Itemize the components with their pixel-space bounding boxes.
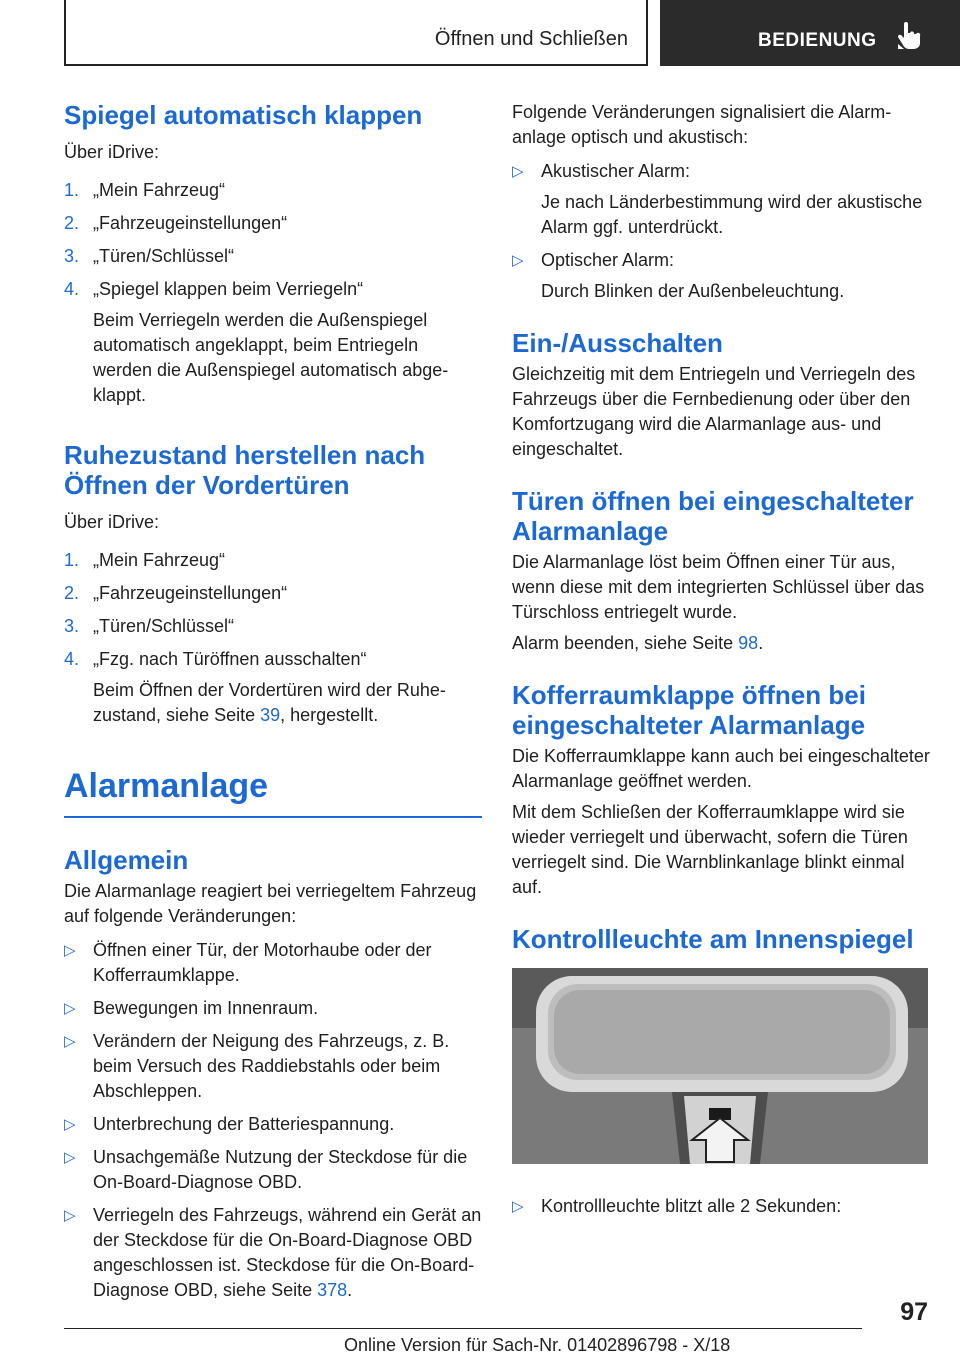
list-item: [64, 1145, 482, 1195]
rest-intro: Über iDrive:: [64, 512, 160, 532]
list-item: [64, 211, 482, 236]
heading-light: Kontrollleuchte am Innenspiegel: [512, 924, 914, 954]
header-rule: [64, 64, 648, 66]
list-item: [64, 244, 482, 269]
step-number: 4.: [64, 649, 80, 669]
heading-rest: Ruhezustand herstellen nach Öffnen der Vordertüren: [64, 440, 426, 500]
item-text: Verändern der Neigung des Fahrzeugs, z. B. beim Versuch des Raddiebstahls oder beim Abschleppen.: [93, 1031, 450, 1101]
step-number: 3.: [64, 616, 80, 636]
trunk-text-1: Die Kofferraumklappe kann auch bei eingeschalteter Alarmanlage geöffnet werden.: [512, 746, 930, 791]
step-number: 3.: [64, 246, 80, 266]
item-text-end: .: [347, 1280, 353, 1300]
note-text: Beim Öffnen der Vordertüren wird der Ruhezustand, siehe Seite: [93, 680, 446, 725]
right-column: [512, 100, 930, 1219]
doors-end-text: Alarm beenden, siehe Seite: [512, 633, 739, 653]
item-text: Öffnen einer Tür, der Motorhaube oder der Kofferraumklappe.: [93, 940, 432, 985]
triangle-bullet-icon: ▷: [64, 1149, 76, 1166]
header-frame: [64, 0, 648, 66]
list-item: [512, 159, 930, 240]
onoff-text: Gleichzeitig mit dem Entriegeln und Verriegeln des Fahrzeugs über die Fernbedienung oder über den Komfortzugang wird die Alarmanlage aus- und eingeschaltet.: [512, 364, 916, 459]
triangle-bullet-icon: ▷: [512, 252, 524, 269]
rest-note: [64, 678, 482, 728]
item-title: Akustischer Alarm:: [541, 161, 691, 181]
note-text: Beim Verriegeln werden die Außenspiegel automatisch angeklappt, beim Entriegeln werden die Außenspiegel automatisch abgeklappt.: [93, 310, 449, 405]
step-text: „Fahrzeugeinstellungen“: [93, 583, 288, 603]
item-text: Unsachgemäße Nutzung der Steckdose für die On-Board-Diagnose OBD.: [93, 1147, 468, 1192]
step-number: 4.: [64, 279, 80, 299]
list-item: [64, 178, 482, 203]
general-list: [64, 938, 482, 1303]
list-item: [64, 614, 482, 639]
heading-general: Allgemein: [64, 845, 189, 875]
step-number: 1.: [64, 180, 80, 200]
heading-rule: [64, 816, 482, 818]
rest-steps: [64, 548, 482, 728]
footer-rule: [64, 1328, 862, 1329]
heading-onoff: Ein-/Ausschalten: [512, 328, 723, 358]
triangle-bullet-icon: ▷: [64, 1207, 76, 1224]
general-intro: Die Alarmanlage reagiert bei verriegeltem Fahrzeug auf folgende Veränderungen:: [64, 881, 477, 926]
item-detail: Je nach Länderbestimmung wird der akustische Alarm ggf. unterdrückt.: [541, 192, 923, 237]
step-text: „Fzg. nach Türöffnen ausschalten“: [93, 649, 367, 669]
step-text: „Türen/Schlüssel“: [93, 616, 235, 636]
trunk-text-2: Mit dem Schließen der Kofferraumklappe wird sie wieder verriegelt und überwacht, sofern die Türen verriegelt sind. Die Warnblinkanlage blinkt einmal auf.: [512, 802, 908, 897]
doors-text: Die Alarmanlage löst beim Öffnen einer Tür aus, wenn diese mit dem integrierten Schlüssel über das Türschloss entriegelt wurde.: [512, 552, 925, 622]
list-item: [64, 277, 482, 302]
step-number: 2.: [64, 213, 80, 233]
list-item: [64, 581, 482, 606]
step-number: 1.: [64, 550, 80, 570]
signal-list: [512, 159, 930, 304]
step-text: „Türen/Schlüssel“: [93, 246, 235, 266]
list-item: [64, 647, 482, 672]
footer-text: Online Version für Sach-Nr. 01402896798 - X/18: [344, 1335, 731, 1355]
list-item: [64, 938, 482, 988]
page-link-98[interactable]: 98: [738, 633, 759, 653]
page-number: 97: [900, 1298, 928, 1326]
triangle-bullet-icon: ▷: [64, 942, 76, 959]
list-item: [64, 996, 482, 1021]
item-text: Bewegungen im Innenraum.: [93, 998, 319, 1018]
note-text-end: , hergestellt.: [280, 705, 379, 725]
step-text: „Mein Fahrzeug“: [93, 180, 226, 200]
step-text: „Fahrzeugeinstellungen“: [93, 213, 288, 233]
heading-mirror: Spiegel automatisch klappen: [64, 100, 423, 130]
heading-trunk: Kofferraumklappe öffnen bei eingeschalteter Alarmanlage: [512, 680, 866, 740]
heading-alarm: Alarmanlage: [64, 767, 269, 805]
list-item: [64, 1203, 482, 1303]
hand-pointer-icon: [896, 22, 922, 50]
list-item: [512, 1194, 930, 1219]
item-text: Verriegeln des Fahrzeugs, während ein Gerät an der Steckdose für die On-Board-Diagnose OBD angeschlossen ist. Steckdose für die On-Board-Diagnose OBD, siehe Seite: [93, 1205, 482, 1300]
item-text: Unterbrechung der Batteriespannung.: [93, 1114, 395, 1134]
mirror-intro: Über iDrive:: [64, 142, 160, 162]
signal-intro: Folgende Veränderungen signalisiert die Alarmanlage optisch und akustisch:: [512, 102, 892, 147]
section-title: Öffnen und Schließen: [434, 28, 628, 50]
list-item: [64, 548, 482, 573]
heading-doors: Türen öffnen bei eingeschalteter Alarmanlage: [512, 486, 914, 546]
triangle-bullet-icon: ▷: [64, 1000, 76, 1017]
page-link-39[interactable]: 39: [260, 705, 281, 725]
item-text: Kontrollleuchte blitzt alle 2 Sekunden:: [541, 1196, 842, 1216]
left-column: [64, 100, 482, 1303]
list-item: [64, 1112, 482, 1137]
list-item: [64, 1029, 482, 1104]
interior-mirror-image: [512, 968, 928, 1164]
chapter-label: BEDIENUNG: [758, 30, 877, 51]
mirror-note: [64, 308, 482, 408]
item-title: Optischer Alarm:: [541, 250, 675, 270]
item-detail: Durch Blinken der Außenbeleuchtung.: [541, 281, 845, 301]
triangle-bullet-icon: ▷: [512, 1198, 524, 1215]
mirror-steps: [64, 178, 482, 408]
triangle-bullet-icon: ▷: [64, 1116, 76, 1133]
page-link-378[interactable]: 378: [317, 1280, 348, 1300]
chapter-tab[interactable]: [660, 0, 960, 66]
triangle-bullet-icon: ▷: [512, 163, 524, 180]
doors-end-dot: .: [758, 633, 764, 653]
doors-end: [512, 631, 930, 656]
triangle-bullet-icon: ▷: [64, 1033, 76, 1050]
step-number: 2.: [64, 583, 80, 603]
step-text: „Mein Fahrzeug“: [93, 550, 226, 570]
list-item: [512, 248, 930, 304]
step-text: „Spiegel klappen beim Verriegeln“: [93, 279, 364, 299]
